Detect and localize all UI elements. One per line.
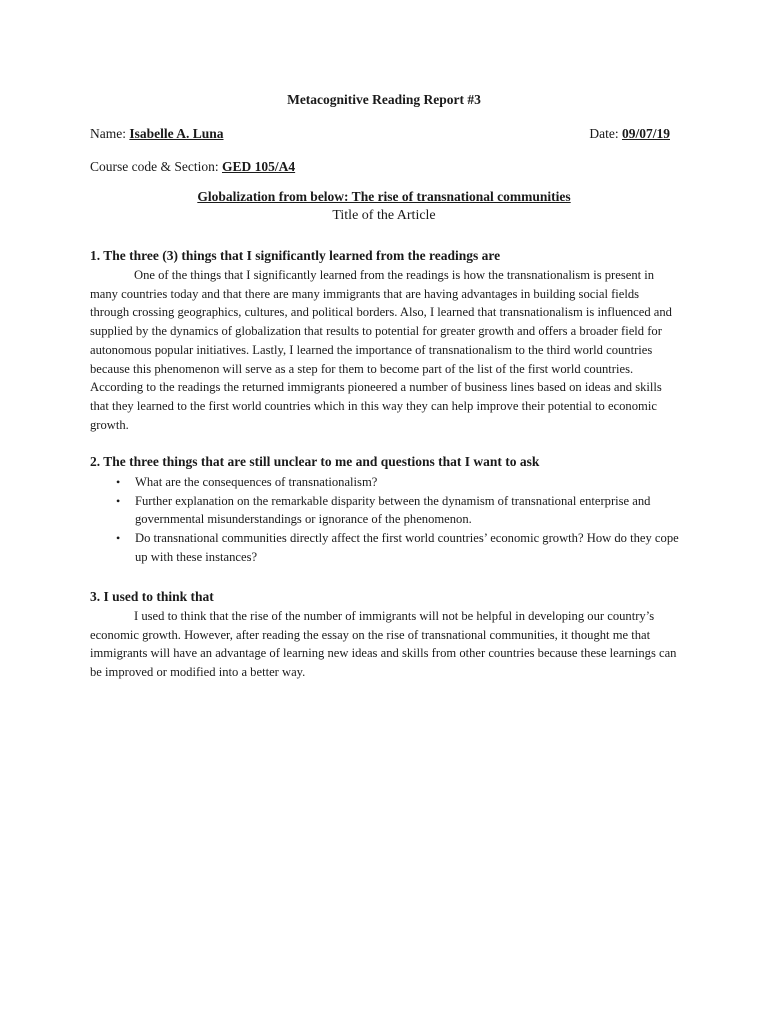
course-value: GED 105/A4: [221, 159, 296, 174]
questions-list: [90, 473, 680, 567]
bullet-icon: •: [116, 531, 121, 546]
bullet-icon: •: [116, 475, 121, 489]
list-item-text: Do transnational communities directly affect the first world countries’ economic growth? How do they cope up with these instances?: [135, 531, 679, 564]
list-item-text: What are the consequences of transnationalism?: [135, 475, 378, 489]
name-label: Name:: [90, 126, 130, 141]
article-title-caption: Title of the Article: [332, 208, 436, 223]
section-1-heading: 1. The three (3) things that I significantly learned from the readings are: [90, 248, 501, 263]
list-item: [90, 529, 680, 566]
section-3-heading: 3. I used to think that: [90, 589, 214, 604]
name-date-row: [90, 126, 670, 142]
section-2-heading: 2. The three things that are still unclear to me and questions that I want to ask: [90, 454, 540, 469]
date-label: Date:: [589, 126, 622, 141]
report-title: Metacognitive Reading Report #3: [287, 92, 481, 107]
course-row: [90, 159, 670, 175]
name-value: Isabelle A. Luna: [129, 126, 224, 141]
date-value: 09/07/19: [621, 126, 670, 141]
bullet-icon: •: [116, 493, 121, 508]
date-block: [589, 126, 670, 142]
list-item-text: Further explanation on the remarkable disparity between the dynamism of transnational enterprise and governmental misunderstandings or ignorance of the phenomenon.: [135, 493, 651, 527]
section-1-paragraph: One of the things that I significantly learned from the readings is how the transnationalism is present in many countries today and that there are many immigrants that are having advantages in building social fields through crossing geographics, cultures, and political borders. Also, I learned that transnationalism is influenced and supplied by the dynamics of globalization that results to potential for greater growth and offers a broader field for autonomous popular initiatives. Lastly, I learned the importance of transnationalism to the third world countries because this phenomenon will serve as a step for them to become part of the list of the first world countries. According to the readings the returned immigrants pioneered a number of business lines based on ideas and skills that they learned to the first world countries which in this way they can help improve their potential to economic growth.: [90, 268, 672, 432]
course-label: Course code & Section:: [90, 159, 222, 174]
list-item: [90, 492, 680, 529]
article-title: Globalization from below: The rise of transnational communities: [197, 189, 571, 204]
section-3-paragraph: I used to think that the rise of the number of immigrants will not be helpful in developing our country’s economic growth. However, after reading the essay on the rise of transnational communities, it thought me that immigrants will have an advantage of learning new ideas and skills from other countries because these learnings can be improved or modified into a better way.: [90, 609, 677, 680]
list-item: [90, 473, 680, 492]
